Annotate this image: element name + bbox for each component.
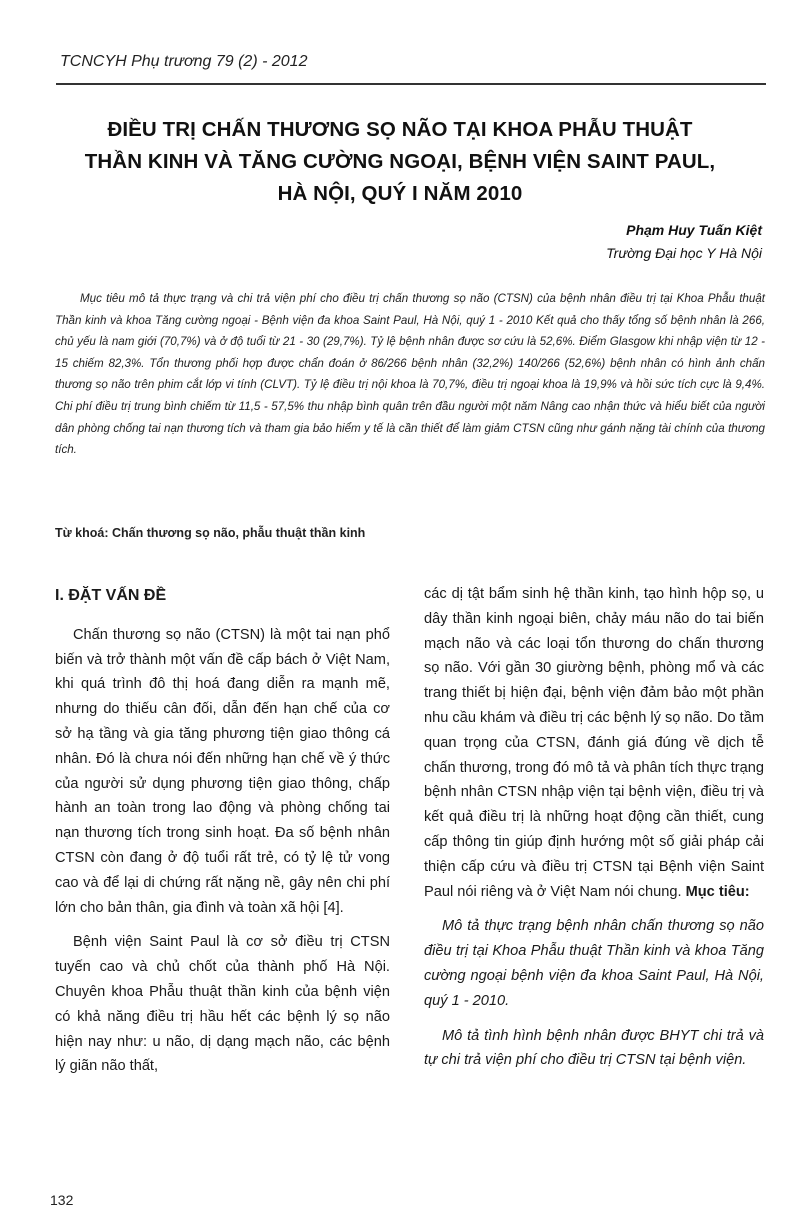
continuation-text: các dị tật bẩm sinh hệ thần kinh, tạo hình hộp sọ, u dây thần kinh ngoại biên, chảy máu não do tai biến mạch não và các loại tổn thương do chấn thương sọ não. Với gần 30 giường bệnh, phòng mổ và các trang thiết bị hiện đại, bệnh viện đảm bảo một phần nhu cầu khám và điều trị các bệnh lý sọ não. Do tầm quan trọng của CTSN, đánh giá đúng về dịch tễ chấn thương, trong đó mô tả và phân tích thực trạng bệnh nhân CTSN nhập viện tại bệnh viện, điều trị và kết quả điều trị là những hoạt động cần thiết, cung cấp thông tin giúp định hướng một số giải pháp cải thiện cấp cứu và điều trị CTSN tại Bệnh viện Saint Paul nói riêng và ở Việt Nam nói chung. xyxy=(424,586,764,900)
page-number: 132 xyxy=(50,1192,74,1208)
title-line: THẦN KINH VÀ TĂNG CƯỜNG NGOẠI, BỆNH VIỆN SAINT PAUL, xyxy=(84,150,716,173)
right-column xyxy=(424,582,764,1083)
author-affiliation: Trường Đại học Y Hà Nội xyxy=(606,245,762,261)
header-rule xyxy=(56,83,766,85)
body-paragraph-continued xyxy=(424,582,764,904)
article-title xyxy=(40,114,760,210)
objective-item: Mô tả thực trạng bệnh nhân chấn thương sọ não điều trị tại Khoa Phẫu thuật Thần kinh và khoa Tăng cường ngoại bệnh viện đa khoa Saint Paul, Hà Nội, quý 1 - 2010. xyxy=(424,918,764,1009)
objectives-label: Mục tiêu: xyxy=(685,883,750,900)
section-heading: I. ĐẶT VẤN ĐỀ xyxy=(55,587,167,604)
author-name: Phạm Huy Tuấn Kiệt xyxy=(626,222,762,238)
body-paragraph: Bệnh viện Saint Paul là cơ sở điều trị CTSN tuyến cao và chủ chốt của thành phố Hà Nội. Chuyên khoa Phẫu thuật thần kinh của bệnh viện có khả năng điều trị hầu hết các bệnh lý sọ não hiện nay như: u não, dị dạng mạch não, các bệnh lý giãn não thất, xyxy=(55,934,390,1075)
title-line: HÀ NỘI, QUÝ I NĂM 2010 xyxy=(277,182,523,205)
keywords: Từ khoá: Chấn thương sọ não, phẫu thuật thần kinh xyxy=(55,526,366,540)
author-block xyxy=(606,219,762,265)
left-column xyxy=(55,584,390,1089)
running-head: TCNCYH Phụ trương 79 (2) - 2012 xyxy=(60,53,308,70)
abstract: Mục tiêu mô tả thực trạng và chi trả viện phí cho điều trị chấn thương sọ não (CTSN) của bệnh nhân điều trị tại Khoa Phẫu thuật Thần kinh và khoa Tăng cường ngoại - Bệnh viện đa khoa Saint Paul, Hà Nội, quý 1 - 2010 Kết quả cho thấy tổng số bệnh nhân là 266, chủ yếu là nam giới (70,7%) và ở độ tuổi từ 21 - 30 (29,7%). Tỷ lệ bệnh nhân được sơ cứu là 52,6%. Điểm Glasgow khi nhập viện từ 12 - 15 chiếm 82,3%. Tổn thương phối hợp được chẩn đoán ở 86/266 bệnh nhân (32,2%) 140/266 (52,6%) bệnh nhân có hình ảnh chấn thương sọ não trên phim cắt lớp vi tính (CLVT). Tỷ lệ điều trị nội khoa là 70,7%, điều trị ngoại khoa là 19,9% và hồi sức tích cực là 9,4%. Chi phí điều trị trung bình chiếm từ 11,5 - 57,5% thu nhập bình quân trên đầu người một năm Nâng cao nhận thức và hiểu biết của người dân phòng chống tai nạn thương tích và tham gia bảo hiểm y tế là cần thiết để làm giảm CTSN cũng như gánh nặng tài chính của thương tích. xyxy=(55,292,765,457)
body-paragraph: Chấn thương sọ não (CTSN) là một tai nạn phổ biến và trở thành một vấn đề cấp bách ở Việt Nam, khi quá trình đô thị hoá đang diễn ra mạnh mẽ, nhưng do thiếu cân đối, dẫn đến hạn chế của cơ sở hạ tầng và gia tăng phương tiện giao thông cá nhân. Đó là chưa nói đến những hạn chế về ý thức của người sử dụng phương tiện giao thông, chấp hành an toàn trong lao động và phòng chống tai nạn thương tích trong sinh hoạt. Đa số bệnh nhân CTSN còn đang ở độ tuổi rất trẻ, có tỷ lệ tử vong cao và để lại di chứng rất nặng nề, gây nên chi phí lớn cho bản thân, gia đình và toàn xã hội [4]. xyxy=(55,626,390,916)
title-line: ĐIỀU TRỊ CHẤN THƯƠNG SỌ NÃO TẠI KHOA PHẪU THUẬT xyxy=(107,118,693,141)
objective-item: Mô tả tình hình bệnh nhân được BHYT chi trả và tự chi trả viện phí cho điều trị CTSN tại bệnh viện. xyxy=(424,1027,764,1069)
